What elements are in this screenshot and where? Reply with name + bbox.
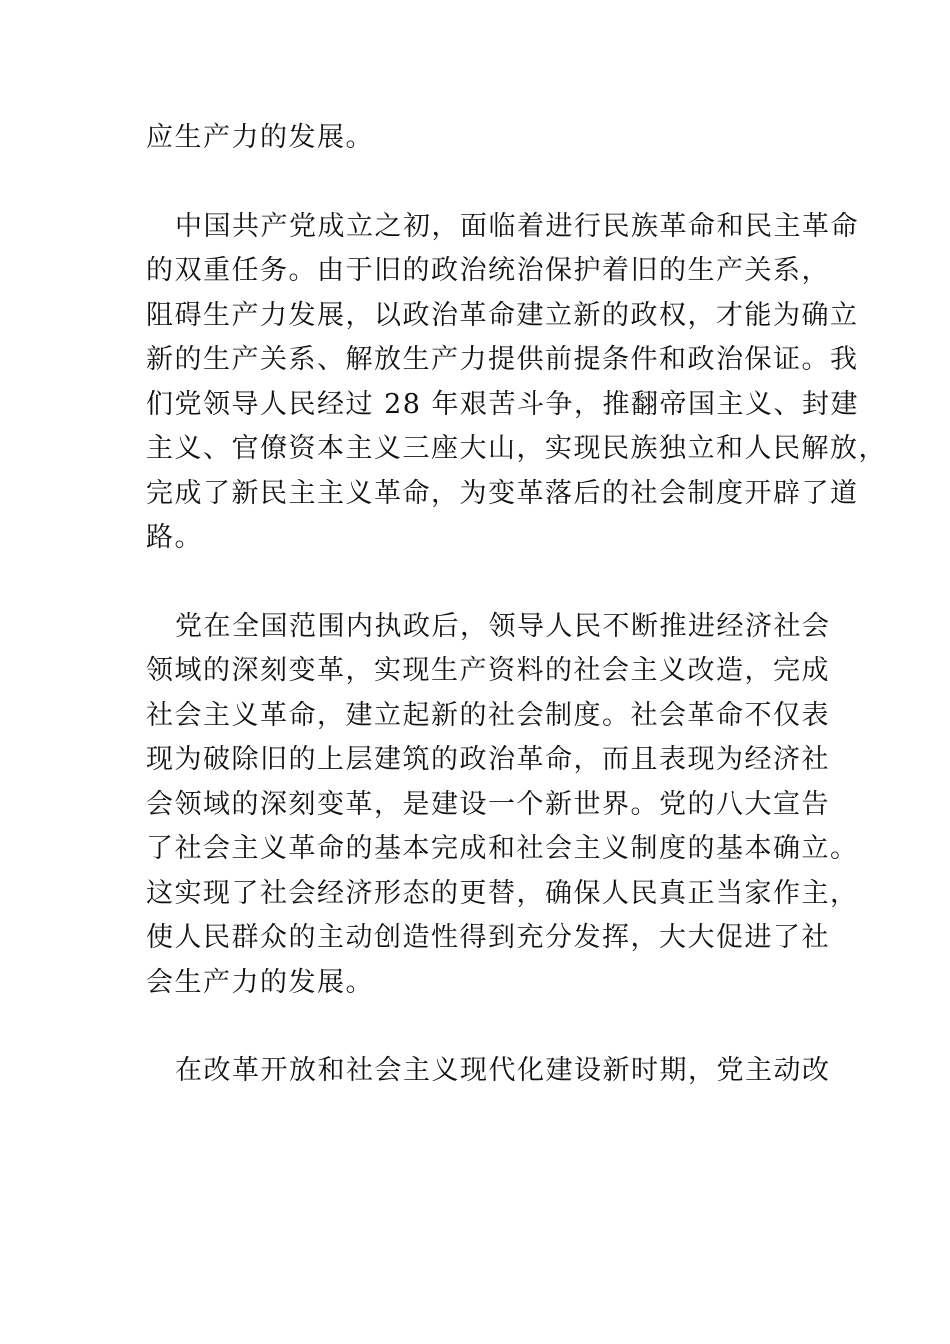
paragraph-3-line-7: 这实现了社会经济形态的更替，确保人民真正当家作主， bbox=[146, 878, 859, 909]
paragraph-3-line-5: 会领域的深刻变革，是建设一个新世界。党的八大宣告 bbox=[146, 789, 830, 820]
paragraph-4-line-1: 在改革开放和社会主义现代化建设新时期，党主动改 bbox=[175, 1055, 831, 1086]
paragraph-2-line-3: 阻碍生产力发展，以政治革命建立新的政权，才能为确立 bbox=[146, 300, 859, 331]
paragraph-2-line-6: 主义、官僚资本主义三座大山，实现民族独立和人民解放， bbox=[146, 433, 887, 464]
paragraph-2-line-2: 的双重任务。由于旧的政治统治保护着旧的生产关系， bbox=[146, 255, 830, 286]
paragraph-2-line-1: 中国共产党成立之初，面临着进行民族革命和民主革命 bbox=[175, 211, 859, 242]
paragraph-2-line-5: 们党领导人民经过 28 年艰苦斗争，推翻帝国主义、封建 bbox=[146, 389, 860, 420]
paragraph-3-line-2: 领域的深刻变革，实现生产资料的社会主义改造，完成 bbox=[146, 655, 830, 686]
paragraph-3-line-1: 党在全国范围内执政后，领导人民不断推进经济社会 bbox=[175, 611, 831, 642]
paragraph-1-line-1: 应生产力的发展。 bbox=[146, 122, 374, 153]
paragraph-3-line-8: 使人民群众的主动创造性得到充分发挥，大大促进了社 bbox=[146, 922, 830, 953]
paragraph-3-line-9: 会生产力的发展。 bbox=[146, 967, 374, 998]
paragraph-2-line-8: 路。 bbox=[146, 522, 203, 553]
paragraph-2-line-4: 新的生产关系、解放生产力提供前提条件和政治保证。我 bbox=[146, 344, 859, 375]
paragraph-3-line-3: 社会主义革命，建立起新的社会制度。社会革命不仅表 bbox=[146, 700, 830, 731]
paragraph-2-line-7: 完成了新民主主义革命，为变革落后的社会制度开辟了道 bbox=[146, 478, 859, 509]
paragraph-3-line-6: 了社会主义革命的基本完成和社会主义制度的基本确立。 bbox=[146, 833, 859, 864]
paragraph-3-line-4: 现为破除旧的上层建筑的政治革命，而且表现为经济社 bbox=[146, 744, 830, 775]
